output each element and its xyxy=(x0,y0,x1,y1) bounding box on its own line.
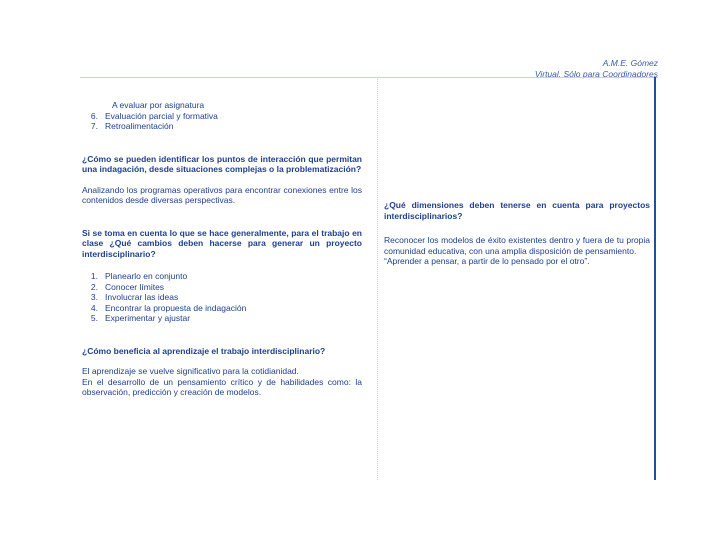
list-number: 5. xyxy=(90,313,98,323)
header-rule xyxy=(80,77,658,78)
list-item xyxy=(82,111,362,122)
header-author: A.M.E. Gómez xyxy=(602,58,658,68)
header-note: Virtual. Sólo para Coordinadores xyxy=(534,69,658,79)
answer-3-line-2: En el desarrollo de un pensamiento crítico y de habilidades como: la observación, predicción y creación de modelos. xyxy=(82,376,362,397)
answer-1: Analizando los programas operativos para encontrar conexiones entre los contenidos desde diversas perspectivas. xyxy=(82,184,362,205)
list-text: Involucrar las ideas xyxy=(105,292,179,302)
list-item-continued: A evaluar por asignatura xyxy=(112,100,205,110)
answer-4-line-2: “Aprender a pensar, a partir de lo pensado por el otro”. xyxy=(384,256,590,266)
change-list xyxy=(82,271,362,324)
answer-3-line-1: El aprendizaje se vuelve significativo para la cotidianidad. xyxy=(82,366,299,376)
list-number: 1. xyxy=(90,271,98,281)
question-2: Si se toma en cuenta lo que se hace generalmente, para el trabajo en clase ¿Qué cambios deben hacerse para generar un proyecto interdisciplinario? xyxy=(82,227,362,259)
top-list xyxy=(82,111,362,132)
list-item xyxy=(82,282,362,293)
list-number: 4. xyxy=(90,302,98,313)
right-margin-line xyxy=(654,77,656,480)
list-item xyxy=(82,313,362,324)
list-number: 7. xyxy=(90,121,98,131)
question-4: ¿Qué dimensiones deben tenerse en cuenta para proyectos interdisciplinarios? xyxy=(384,200,650,221)
right-column xyxy=(384,200,650,267)
left-column xyxy=(82,100,362,398)
list-text: Retroalimentación xyxy=(105,121,174,131)
list-text: Experimentar y ajustar xyxy=(105,313,191,323)
question-1: ¿Cómo se pueden identificar los puntos de interacción que permitan una indagación, desde situaciones complejas o la problematización? xyxy=(82,153,362,174)
list-number: 2. xyxy=(90,281,98,292)
list-number: 3. xyxy=(90,292,98,302)
list-text: Evaluación parcial y formativa xyxy=(105,110,218,121)
list-number: 6. xyxy=(90,110,98,121)
answer-4-line-1: Reconocer los modelos de éxito existentes dentro y fuera de tu propia comunidad educativa, con una amplia disposición de pensamiento. xyxy=(384,235,650,256)
column-divider xyxy=(377,77,378,480)
list-item xyxy=(82,121,362,132)
question-3: ¿Cómo beneficia al aprendizaje el trabajo interdisciplinario? xyxy=(82,345,326,356)
list-item xyxy=(82,271,362,282)
list-text: Encontrar la propuesta de indagación xyxy=(105,302,247,313)
list-text: Planearlo en conjunto xyxy=(105,271,188,281)
list-item xyxy=(82,292,362,303)
list-text: Conocer límites xyxy=(105,281,165,292)
list-item xyxy=(82,303,362,314)
